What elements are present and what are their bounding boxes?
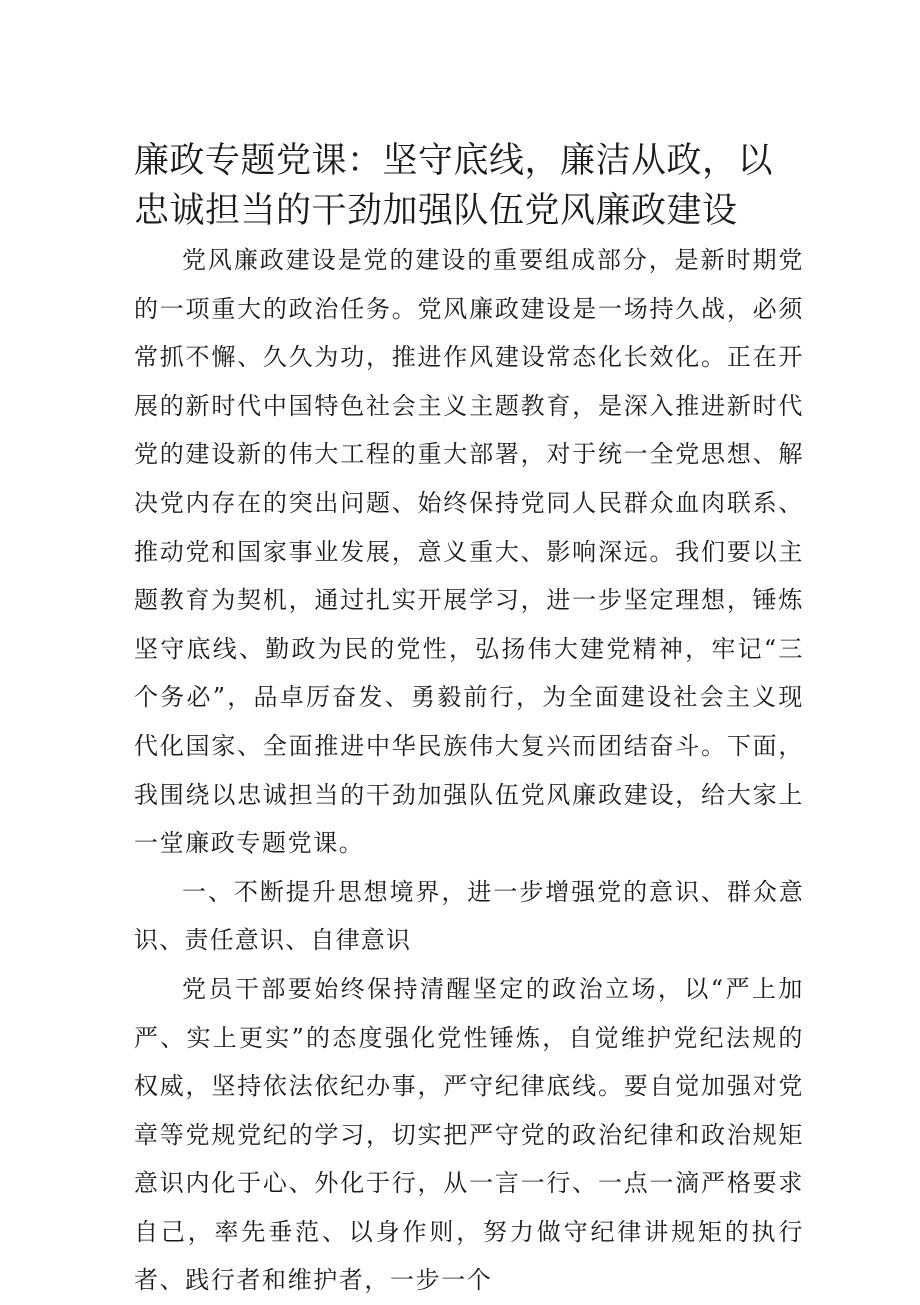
section-heading-1: 一、不断提升思想境界，进一步增强党的意识、群众意识、责任意识、自律意识 [134, 877, 804, 955]
paragraph-section-1: 党员干部要始终保持清醒坚定的政治立场，以“严上加严、实上更实”的态度强化党性锤炼，自觉维护党纪法规的权威，坚持依法依纪办事，严守纪律底线。要自觉加强对党章等党规党纪的学习，切实把严守党的政治纪律和政治规矩意识内化于心、外化于行，从一言一行、一点一滴严格要求自己，率先垂范、以身作则，努力做守纪律讲规矩的执行者、践行者和维护者，一步一个 [134, 974, 804, 1295]
document-body [134, 236, 804, 1305]
document-title: 廉政专题党课：坚守底线，廉洁从政，以忠诚担当的干劲加强队伍党风廉政建设 [134, 141, 774, 231]
paragraph-intro: 党风廉政建设是党的建设的重要组成部分，是新时期党的一项重大的政治任务。党风廉政建设是一场持久战，必须常抓不懈、久久为功，推进作风建设常态化长效化。正在开展的新时代中国特色社会主义主题教育，是深入推进新时代党的建设新的伟大工程的重大部署，对于统一全党思想、解决党内存在的突出问题、始终保持党同人民群众血肉联系、推动党和国家事业发展，意义重大、影响深远。我们要以主题教育为契机，通过扎实开展学习，进一步坚定理想，锤炼坚守底线、勤政为民的党性，弘扬伟大建党精神，牢记“三个务必”，品卓厉奋发、勇毅前行，为全面建设社会主义现代化国家、全面推进中华民族伟大复兴而团结奋斗。下面，我围绕以忠诚担当的干劲加强队伍党风廉政建设，给大家上一堂廉政专题党课。 [134, 246, 804, 858]
